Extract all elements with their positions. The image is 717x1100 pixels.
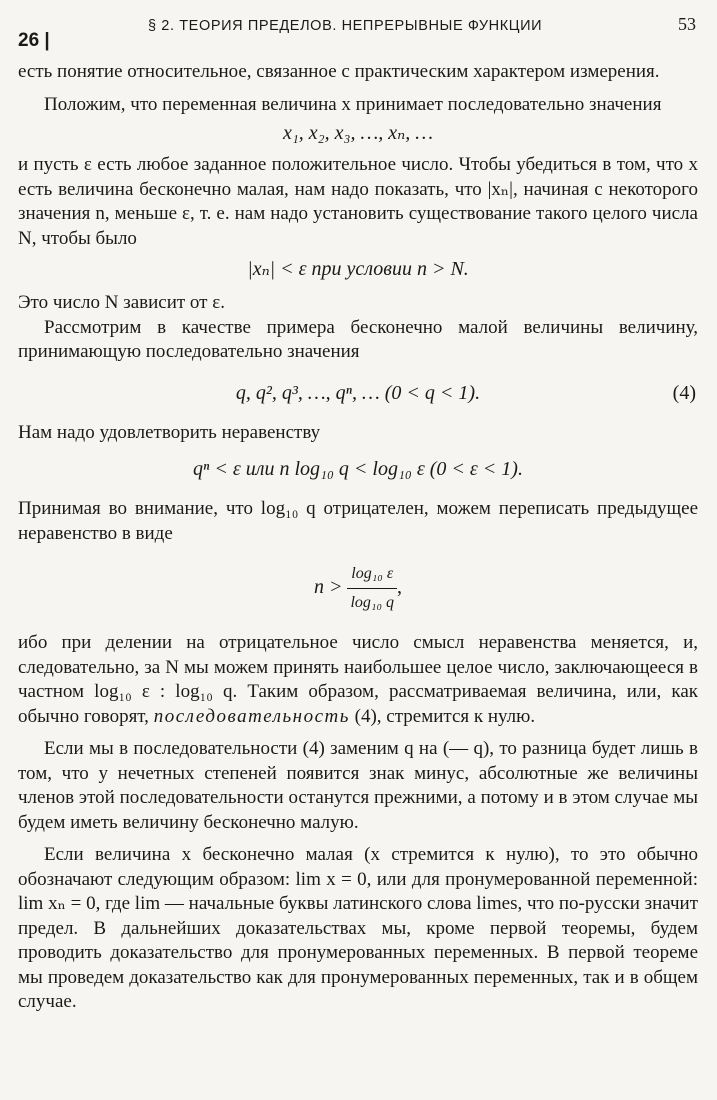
page-header xyxy=(18,8,698,60)
paragraph-2: Положим, что переменная величина x принимает последовательно значения xyxy=(44,93,662,115)
equation-condition: |xₙ| < ε при условии n > N. xyxy=(247,258,469,280)
equation-fraction-tail: , xyxy=(397,576,403,599)
equation-4-body: q, q², q³, …, qⁿ, … (0 < q < 1). xyxy=(235,381,481,404)
paragraph-7: Принимая во внимание, что log₁₀ q отрицателен, можем переписать предыдущее неравенство в виде xyxy=(18,498,698,544)
fraction-numerator: log₁₀ ε xyxy=(347,560,397,589)
equation-4 xyxy=(18,379,698,407)
book-page xyxy=(18,8,698,1015)
emphasized-term: последовательность xyxy=(153,705,350,727)
page-number: 53 xyxy=(678,14,696,34)
paragraph-6: Нам надо удовлетворить неравенству xyxy=(18,421,321,443)
paragraph-10: Если величина x бесконечно малая (x стремится к нулю), то это обычно обозначают следующим образом: lim x = 0, или для пронумерованной переменной: lim xₙ = 0, где lim — начальные буквы латинского слова limes, что по-русски значит предел. В дальнейших доказательствах мы, кроме первой теоремы, будем проводить доказательство для пронумерованных переменных. В первой теореме мы проведем доказательство как для пронумерованных переменных, так и в общем случае. xyxy=(18,844,698,1012)
equation-number: (4) xyxy=(672,381,696,404)
equation-inequality: qⁿ < ε или n log₁₀ q < log₁₀ ε (0 < ε < 1). xyxy=(193,458,523,480)
signature-mark: 26 | xyxy=(18,30,50,51)
fraction xyxy=(347,560,397,617)
equation-fraction xyxy=(18,560,698,617)
running-head: § 2. ТЕОРИЯ ПРЕДЕЛОВ. НЕПРЕРЫВНЫЕ ФУНКЦИИ xyxy=(148,18,543,34)
paragraph-8 xyxy=(18,631,698,729)
fraction-denominator: log₁₀ q xyxy=(350,594,395,611)
paragraph-1: есть понятие относительное, связанное с практическим характером измерения. xyxy=(18,61,660,82)
paragraph-5: Рассмотрим в качестве примера бесконечно малой величины величину, принимающую последовательно значения xyxy=(18,316,698,362)
paragraph-8-text-b: (4), стремится к нулю. xyxy=(349,705,536,727)
paragraph-8-text-a: ибо при делении на отрицательное число смысл неравенства меняется, и, следовательно, за N мы можем принять наибольшее целое число, заключающееся в частном log₁₀ ε : log₁₀ q. Таким образом, рассматриваемая величина, или, как обычно говорят, xyxy=(18,632,698,727)
equation-sequence: x₁, x₂, x₃, …, xₙ, … xyxy=(282,122,434,144)
paragraph-4: Это число N зависит от ε. xyxy=(18,292,225,313)
equation-fraction-lhs: n > xyxy=(313,576,343,599)
paragraph-3: и пусть ε есть любое заданное положительное число. Чтобы убедиться в том, что x есть величина бесконечно малая, нам надо показать, что |xₙ|, начиная с некоторого значения n, меньше ε, т. е. нам надо установить существование такого целого числа N, чтобы было xyxy=(18,154,698,249)
paragraph-9: Если мы в последовательности (4) заменим q на (— q), то разница будет лишь в том, что у нечетных степеней появится знак минус, абсолютные же величины членов этой последовательности останутся прежними, а потому и в этом случае мы будем иметь величину бесконечно малую. xyxy=(18,738,698,833)
